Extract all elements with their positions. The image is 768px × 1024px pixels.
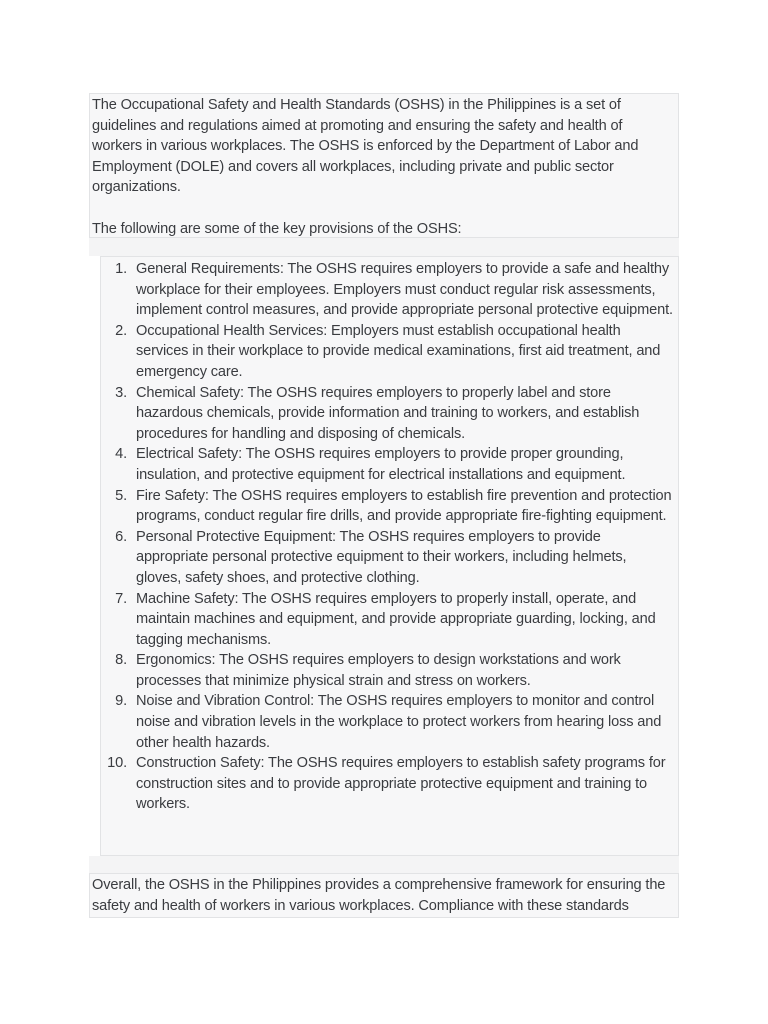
conclusion-section — [89, 873, 679, 918]
list-item-text: Noise and Vibration Control: The OSHS requires employers to monitor and control noise and vibration levels in the workplace to protect workers from hearing loss and other health hazards. — [136, 693, 662, 751]
list-item — [101, 259, 674, 321]
intro-paragraph: The Occupational Safety and Health Standards (OSHS) in the Philippines is a set of guidelines and regulations aimed at promoting and ensuring the safety and health of workers in various workplaces. The OSHS is enforced by the Department of Labor and Employment (DOLE) and covers all workplaces, including private and public sector organizations. — [92, 97, 639, 196]
section-gap — [89, 238, 679, 256]
list-item — [101, 691, 674, 753]
list-item-number: 9. — [115, 693, 127, 710]
list-item-number: 4. — [115, 446, 127, 463]
provisions-list-section — [100, 256, 679, 856]
list-item-number: 6. — [115, 528, 127, 545]
list-item-number: 3. — [115, 384, 127, 401]
list-item-text: Chemical Safety: The OSHS requires employers to properly label and store hazardous chemicals, provide information and training to workers, and establish procedures for handling and disposing of chemicals. — [136, 384, 640, 442]
list-item — [101, 444, 674, 485]
list-item-text: Ergonomics: The OSHS requires employers to design workstations and work processes that minimize physical strain and stress on workers. — [136, 652, 621, 689]
list-item-text: General Requirements: The OSHS requires employers to provide a safe and healthy workplace for their employees. Employers must conduct regular risk assessments, implement control measures, and provide appropriate personal protective equipment. — [136, 261, 673, 319]
list-item-text: Occupational Health Services: Employers must establish occupational health services in their workplace to provide medical examinations, first aid treatment, and emergency care. — [136, 322, 661, 380]
list-item-number: 8. — [115, 652, 127, 669]
list-item-text: Fire Safety: The OSHS requires employers to establish fire prevention and protection programs, conduct regular fire drills, and provide appropriate fire-fighting equipment. — [136, 487, 672, 525]
list-item — [101, 383, 674, 445]
conclusion-paragraph: Overall, the OSHS in the Philippines provides a comprehensive framework for ensuring the safety and health of workers in various workplaces. Compliance with these standards — [92, 877, 666, 914]
list-item — [101, 321, 674, 383]
list-item-number: 7. — [115, 590, 127, 607]
list-item — [101, 650, 674, 691]
list-item-number: 10. — [107, 755, 127, 772]
list-item-number: 1. — [115, 261, 127, 277]
list-item — [101, 486, 674, 527]
section-gap — [89, 856, 679, 873]
list-item — [101, 753, 674, 815]
list-item-number: 2. — [115, 322, 127, 339]
list-item — [101, 527, 674, 589]
list-item — [101, 589, 674, 651]
list-item-number: 5. — [115, 487, 127, 504]
list-item-text: Electrical Safety: The OSHS requires employers to provide proper grounding, insulation, and protective equipment for electrical installations and equipment. — [136, 446, 626, 483]
intro-section — [89, 93, 679, 238]
list-item-text: Personal Protective Equipment: The OSHS requires employers to provide appropriate personal protective equipment to their workers, including helmets, gloves, safety shoes, and protective clothing. — [136, 528, 627, 586]
list-item-text: Construction Safety: The OSHS requires employers to establish safety programs for construction sites and to provide appropriate protective equipment and training to workers. — [136, 755, 666, 813]
provisions-list — [101, 259, 674, 815]
provisions-lead-in: The following are some of the key provisions of the OSHS: — [92, 220, 462, 237]
list-item-text: Machine Safety: The OSHS requires employers to properly install, operate, and maintain machines and equipment, and provide appropriate guarding, locking, and tagging mechanisms. — [136, 590, 656, 648]
